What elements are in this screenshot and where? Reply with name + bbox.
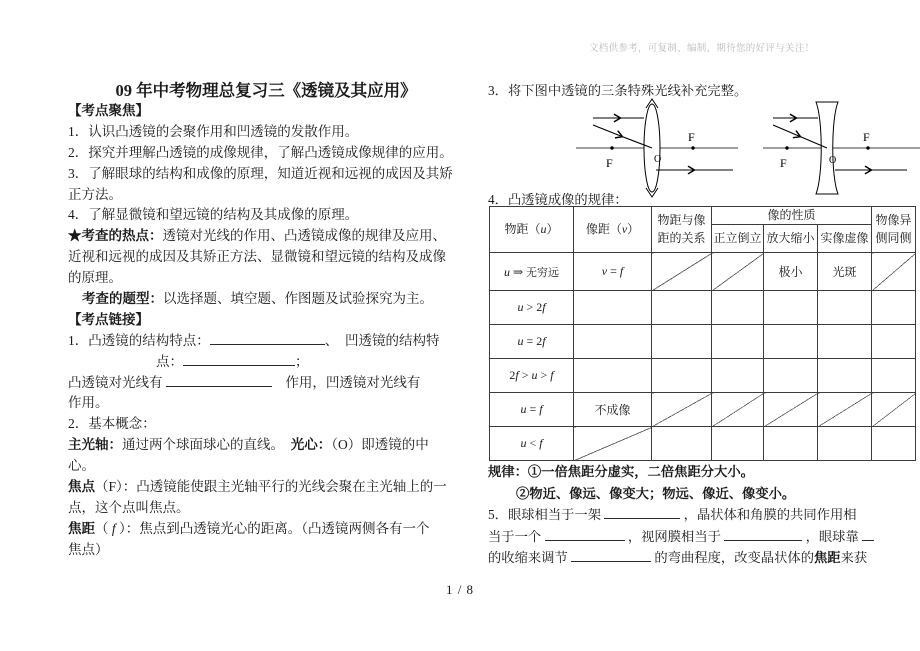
text-segment: 透镜对光线的作用、凸透镜成像的规律及应用、 xyxy=(162,228,446,244)
lens-ray-diagrams xyxy=(575,95,920,201)
text-segment: > 2 xyxy=(523,300,543,315)
text-segment: 像距（ xyxy=(585,222,622,236)
text-line xyxy=(68,373,468,394)
slash-cell xyxy=(652,393,712,427)
header-object-distance xyxy=(490,207,574,253)
text-line xyxy=(68,393,468,414)
text-segment: 极小 xyxy=(778,265,803,280)
text-segment: > xyxy=(537,368,551,383)
text-segment: 物距与像距的关系 xyxy=(657,213,706,245)
fill-in-blank xyxy=(862,527,874,541)
table-cell xyxy=(490,393,574,427)
slash-cell xyxy=(652,253,712,291)
table-row xyxy=(490,427,916,461)
text-segment: = xyxy=(607,264,620,279)
text-segment: 不成像 xyxy=(594,403,631,418)
table-cell xyxy=(574,393,652,427)
table-cell xyxy=(574,253,652,291)
text-segment: （O）即透镜的中 xyxy=(331,437,429,453)
text-segment: 考查的题型： xyxy=(82,291,163,307)
text-line xyxy=(68,205,468,226)
text-segment: ，晶状体和角膜的共同作用相 xyxy=(680,507,857,522)
text-segment: 的弯曲程度，改变晶状体的 xyxy=(651,550,814,566)
text-line xyxy=(68,226,468,247)
text-segment: u xyxy=(517,334,524,349)
text-line xyxy=(488,547,874,569)
text-segment: 凸透镜对光线有 xyxy=(68,374,166,390)
text-line xyxy=(68,477,468,498)
focal-point-right xyxy=(866,146,869,149)
watermark-text: 文档供参考，可复制、编制，期待您的好评与关注！ xyxy=(589,44,815,54)
text-segment: 焦距 xyxy=(814,550,841,566)
left-column-text xyxy=(68,101,468,561)
slash-cell xyxy=(712,393,764,427)
convex-lens-diagram xyxy=(575,95,739,201)
table-row xyxy=(490,253,916,291)
text-line xyxy=(68,435,468,456)
text-segment: 5．眼球相当于一架 xyxy=(488,507,605,522)
text-segment: 作用。 xyxy=(68,395,109,411)
text-segment: f xyxy=(542,334,546,349)
empty-cell xyxy=(872,359,916,393)
text-segment: ）：焦点到凸透镜光心的距离。（凸透镜两侧各有一个 xyxy=(115,520,430,536)
text-segment: u xyxy=(520,436,527,451)
text-segment: 规律：①一倍焦距分虚实，二倍焦距分大小。 xyxy=(488,464,754,479)
text-segment: 光斑 xyxy=(832,265,857,280)
text-line xyxy=(68,247,468,268)
empty-cell xyxy=(652,359,712,393)
text-line xyxy=(68,498,468,519)
text-line xyxy=(68,519,468,540)
table-row xyxy=(490,325,916,359)
text-segment: u xyxy=(531,368,538,383)
empty-cell xyxy=(818,325,872,359)
text-line xyxy=(68,164,468,185)
header-same-side xyxy=(872,207,916,253)
text-line xyxy=(68,185,468,206)
text-segment: ） xyxy=(627,222,640,236)
empty-cell xyxy=(872,325,916,359)
text-line xyxy=(488,504,874,526)
empty-cell xyxy=(652,427,712,461)
text-segment: f xyxy=(619,264,624,279)
text-line xyxy=(68,352,468,373)
empty-cell xyxy=(818,427,872,461)
text-segment: 点： xyxy=(156,353,183,369)
text-line xyxy=(488,461,795,483)
fill-in-blank xyxy=(545,527,625,541)
rules-summary xyxy=(488,461,795,504)
question-4-text: 4．凸透镜成像的规律： xyxy=(488,192,628,207)
text-segment: 的原理。 xyxy=(68,270,122,286)
fill-in-blank xyxy=(604,505,680,519)
text-segment: 主光轴： xyxy=(68,437,122,453)
focal-label-left: F xyxy=(606,156,613,170)
ray-oblique xyxy=(593,125,652,148)
text-segment: > xyxy=(518,368,532,383)
text-segment: ，眼球靠 xyxy=(802,528,863,544)
text-segment: v xyxy=(621,222,628,236)
text-segment: u xyxy=(517,300,524,315)
empty-cell xyxy=(764,359,818,393)
text-segment: u xyxy=(520,402,527,417)
text-segment: 以选择题、填空题、作图题及试验探究为主。 xyxy=(163,291,433,307)
text-line xyxy=(68,268,468,289)
concave-lens-diagram xyxy=(763,95,920,201)
text-segment: 实像虚像 xyxy=(820,231,869,246)
header-image-properties xyxy=(712,207,872,225)
table-cell xyxy=(490,291,574,325)
empty-cell xyxy=(712,291,764,325)
text-segment: 的收缩来调节 xyxy=(488,550,572,566)
text-segment: f xyxy=(550,368,554,383)
text-segment: = 2 xyxy=(523,334,543,349)
focal-label-left: F xyxy=(780,156,787,170)
slash-cell xyxy=(872,393,916,427)
text-segment: ⇒ xyxy=(509,264,527,279)
focal-label-right: F xyxy=(863,130,870,144)
header-sub-1 xyxy=(764,225,818,253)
table-cell xyxy=(490,427,574,461)
text-segment: 像的性质 xyxy=(767,208,816,222)
optical-center-label: O xyxy=(829,155,837,166)
empty-cell xyxy=(712,359,764,393)
fill-in-blank xyxy=(571,548,651,562)
text-segment: f xyxy=(539,436,543,451)
ray-oblique xyxy=(773,125,827,148)
empty-cell xyxy=(872,291,916,325)
text-segment: 物距（ xyxy=(504,222,541,236)
empty-cell xyxy=(764,325,818,359)
fill-in-blank xyxy=(183,352,295,366)
empty-cell xyxy=(574,359,652,393)
question-3-text: 3．将下图中透镜的三条特殊光线补充完整。 xyxy=(488,83,748,98)
slash-cell xyxy=(872,253,916,291)
table-cell xyxy=(490,359,574,393)
header-sub-0 xyxy=(712,225,764,253)
text-segment: （ xyxy=(95,520,112,536)
text-segment: 作用，凹透镜对光线有 xyxy=(271,374,421,390)
empty-cell xyxy=(712,325,764,359)
text-segment: 焦点 xyxy=(68,479,95,495)
empty-cell xyxy=(764,291,818,325)
header-sub-2 xyxy=(818,225,872,253)
text-segment: f xyxy=(111,520,116,536)
text-segment: < xyxy=(526,436,540,451)
text-segment: 1．凸透镜的结构特点： xyxy=(68,332,210,348)
table-cell xyxy=(818,253,872,291)
text-segment: ； xyxy=(295,353,309,369)
text-segment: ★考查的热点： xyxy=(68,228,163,244)
imaging-rules-table xyxy=(489,206,916,461)
document-title: 09 年中考物理总复习三《透镜及其应用》 xyxy=(115,81,417,100)
empty-cell xyxy=(652,325,712,359)
question-5-text xyxy=(488,504,874,569)
header-image-distance xyxy=(574,207,652,253)
text-segment: 、 凹透镜的结构特 xyxy=(324,332,440,348)
empty-cell xyxy=(574,325,652,359)
text-segment: 光心： xyxy=(290,437,332,453)
empty-cell xyxy=(818,291,872,325)
text-line xyxy=(68,310,468,331)
text-segment: f xyxy=(539,402,543,417)
text-segment: ，视网膜相当于 xyxy=(624,528,725,544)
fill-in-blank xyxy=(210,331,325,345)
slash-cell xyxy=(764,393,818,427)
text-line xyxy=(68,122,468,143)
text-line xyxy=(68,456,468,477)
table-row xyxy=(490,291,916,325)
text-segment: 心。 xyxy=(68,458,95,474)
text-segment: 放大缩小 xyxy=(766,231,815,246)
text-line xyxy=(68,540,468,561)
text-segment: 正方法。 xyxy=(68,186,122,202)
fill-in-blank xyxy=(166,373,272,387)
focal-point-right xyxy=(691,146,694,149)
text-segment: 2．基本概念： xyxy=(68,416,156,432)
text-line xyxy=(488,526,874,548)
fill-in-blank xyxy=(724,527,802,541)
text-segment: 正立倒立 xyxy=(713,231,762,246)
text-segment: f xyxy=(542,300,546,315)
text-segment: 近视和远视的成因及其矫正方法、显微镜和望远镜的结构及成像 xyxy=(68,249,446,265)
page-number: 1 / 8 xyxy=(445,582,475,597)
text-segment: 点，这个点叫焦点。 xyxy=(68,499,190,515)
text-segment: 2 xyxy=(509,368,516,383)
text-segment: 4．了解显微镜和望远镜的结构及其成像的原理。 xyxy=(68,207,359,223)
empty-cell xyxy=(872,427,916,461)
slash-cell xyxy=(574,427,652,461)
text-segment: 当于一个 xyxy=(488,528,545,544)
text-segment: 3．了解眼球的结构和成像的原理，知道近视和远视的成因及其矫 xyxy=(68,165,453,181)
text-segment: 焦距 xyxy=(68,520,95,536)
text-line xyxy=(488,483,795,505)
text-segment: 2．探究并理解凸透镜的成像规律，了解凸透镜成像规律的应用。 xyxy=(68,144,453,160)
slash-cell xyxy=(818,393,872,427)
text-segment: 来获 xyxy=(840,550,868,566)
text-segment: 焦点） xyxy=(68,541,109,557)
text-segment: 无穷远 xyxy=(526,266,560,279)
text-segment: 物像异侧同侧 xyxy=(875,213,912,245)
table-cell xyxy=(764,253,818,291)
text-segment: f xyxy=(515,368,519,383)
text-segment: 通过两个球面球心的直线。 xyxy=(122,437,291,453)
text-segment: 【考点链接】 xyxy=(68,311,149,327)
table-cell xyxy=(490,253,574,291)
empty-cell xyxy=(764,427,818,461)
text-segment: u xyxy=(540,222,547,236)
text-line xyxy=(68,331,468,352)
text-line xyxy=(68,101,468,122)
optical-center-label: O xyxy=(654,154,662,165)
text-segment: 【考点聚焦】 xyxy=(68,103,149,118)
table-row xyxy=(490,393,916,427)
empty-cell xyxy=(712,427,764,461)
text-line xyxy=(68,143,468,164)
text-segment: ②物近、像远、像变大；物远、像近、像变小。 xyxy=(516,485,796,501)
slash-cell xyxy=(712,253,764,291)
table-row xyxy=(490,359,916,393)
header-distance-relation xyxy=(652,207,712,253)
focal-label-right: F xyxy=(688,130,695,144)
text-line xyxy=(68,289,468,310)
text-segment: 1．认识凸透镜的会聚作用和凹透镜的发散作用。 xyxy=(68,123,359,139)
empty-cell xyxy=(574,291,652,325)
text-segment: v xyxy=(601,264,608,279)
text-segment: ） xyxy=(546,222,559,236)
text-segment: u xyxy=(503,264,510,279)
empty-cell xyxy=(652,291,712,325)
table-cell xyxy=(490,325,574,359)
text-line xyxy=(68,414,468,435)
text-segment: = xyxy=(526,402,540,417)
focal-point-left xyxy=(785,146,788,149)
empty-cell xyxy=(818,359,872,393)
text-segment: （F）：凸透镜能使跟主光轴平行的光线会聚在主光轴上的一 xyxy=(95,479,447,495)
focal-point-left xyxy=(610,146,613,149)
